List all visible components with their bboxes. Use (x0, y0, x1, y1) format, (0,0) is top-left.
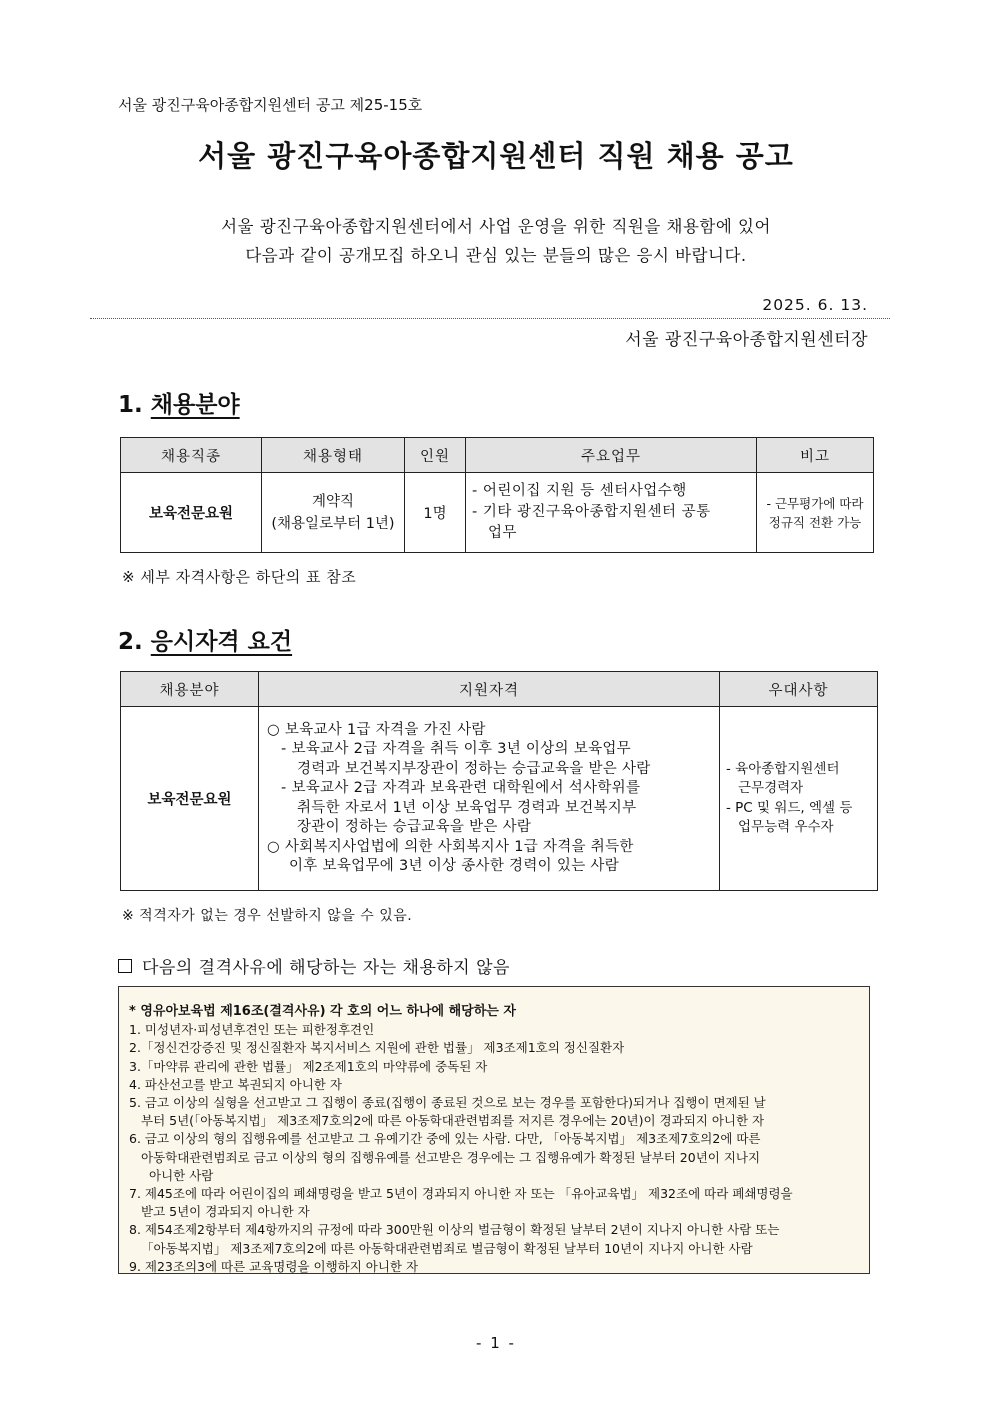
disqualification-box (118, 986, 870, 1274)
cell-count: 1명 (405, 473, 466, 553)
qualification-line: 이후 보육업무에 3년 이상 종사한 경력이 있는 사람 (289, 858, 620, 874)
disqualify-box-head: * 영유아보육법 제16조(결격사유) 각 호의 어느 하나에 해당하는 자 (129, 1004, 516, 1019)
header-field: 채용분야 (121, 672, 259, 707)
section-2-number: 2. (118, 629, 143, 655)
intro-line-2: 다음과 같이 공개모집 하오니 관심 있는 분들의 많은 응시 바랍니다. (245, 246, 747, 265)
disqualify-item: 9. 제23조의3에 따른 교육명령을 이행하지 아니한 자 (129, 1258, 419, 1274)
section-1-heading (118, 386, 240, 419)
cell-job: 보육전문요원 (121, 473, 262, 553)
header-remarks: 비고 (757, 438, 874, 473)
duty-line-3: 업무 (488, 525, 518, 541)
table-header-row (121, 438, 874, 473)
disqualify-item: 「아동복지법」 제3조제7호의2에 따른 아동학대관련범죄로 벌금형이 확정된 날부터 10년이 지나지 아니한 사람 (141, 1240, 753, 1256)
qualification-line: 경력과 보건복지부장관이 정하는 승급교육을 받은 사람 (297, 760, 651, 777)
header-duties: 주요업무 (466, 438, 757, 473)
header-preference: 우대사항 (720, 672, 878, 707)
duty-line-2: - 기타 광진구육아종합지원센터 공통 (472, 504, 711, 520)
remark-line-2: 정규직 전환 가능 (768, 514, 862, 530)
checkbox-square-icon (118, 959, 132, 973)
disqualify-item: 6. 금고 이상의 형의 집행유예를 선고받고 그 유예기간 중에 있는 사람. 다만, 「아동복지법」 제3조제7호의2에 따른 (129, 1131, 761, 1147)
section-2-note: ※ 적격자가 없는 경우 선발하지 않을 수 있음. (122, 908, 413, 924)
disqualify-item: 2.「정신건강증진 및 정신질환자 복지서비스 지원에 관한 법률」 제3조제1호의 정신질환자 (129, 1040, 625, 1056)
qualification-line: ○ 보육교사 1급 자격을 가진 사람 (267, 721, 486, 738)
disqualify-item: 아동학대관련범죄로 금고 이상의 형의 집행유예를 선고받은 경우에는 그 집행유예가 확정된 날부터 20년이 지나지 (141, 1149, 761, 1165)
preference-line: - 육아종합지원센터 (726, 760, 840, 777)
recruitment-field-table (120, 437, 874, 553)
disqualify-item: 아니한 사람 (149, 1167, 214, 1183)
qualification-line: - 보육교사 2급 자격과 보육관련 대학원에서 석사학위를 (281, 780, 641, 796)
disqualify-item: 1. 미성년자·피성년후견인 또는 피한정후견인 (129, 1022, 375, 1038)
section-1-number: 1. (118, 392, 143, 418)
preference-line: - PC 및 워드, 엑셀 등 (726, 799, 853, 816)
cell-duties (466, 473, 757, 553)
disqualify-item: 5. 금고 이상의 실형을 선고받고 그 집행이 종료(집행이 종료된 것으로 보는 경우를 포함한다)되거나 집행이 면제된 날 (129, 1095, 766, 1111)
table-row (121, 707, 878, 891)
cell-remarks (757, 473, 874, 553)
header-job: 채용직종 (121, 438, 262, 473)
section-2-heading (118, 623, 292, 656)
disqualify-heading (118, 953, 510, 978)
announcement-date: 2025. 6. 13. (762, 296, 868, 314)
qualification-line: 장관이 정하는 승급교육을 받은 사람 (297, 819, 532, 835)
header-count: 인원 (405, 438, 466, 473)
disqualify-item: 부터 5년(「아동복지법」 제3조제7호의2에 따른 아동학대관련범죄를 저지른 경우에는 20년)이 경과되지 아니한 자 (141, 1113, 765, 1129)
disqualify-item: 8. 제54조제2항부터 제4항까지의 규정에 따라 300만원 이상의 벌금형이 확정된 날부터 2년이 지나지 아니한 사람 또는 (129, 1222, 780, 1238)
type-line-1: 계약직 (311, 493, 355, 510)
cell-preferences (720, 707, 878, 891)
notice-number: 서울 광진구육아종합지원센터 공고 제25-15호 (118, 96, 423, 114)
table-row (121, 473, 874, 553)
type-line-2: (채용일로부터 1년) (271, 515, 395, 532)
duty-line-1: - 어린이집 지원 등 센터사업수행 (472, 483, 687, 499)
disqualify-heading-text: 다음의 결격사유에 해당하는 자는 채용하지 않음 (142, 958, 510, 978)
cell-field: 보육전문요원 (121, 707, 259, 891)
qualification-table (120, 671, 878, 891)
disqualify-item: 4. 파산선고를 받고 복권되지 아니한 자 (129, 1076, 342, 1092)
section-1-title: 채용분야 (150, 392, 240, 418)
page-number: - 1 - (476, 1334, 516, 1352)
qualification-line: 취득한 자로서 1년 이상 보육업무 경력과 보건복지부 (297, 799, 637, 816)
preference-line: 업무능력 우수자 (738, 819, 834, 835)
remark-line-1: - 근무평가에 따라 (766, 495, 864, 511)
header-type: 채용형태 (262, 438, 405, 473)
header-qualification: 지원자격 (259, 672, 720, 707)
signer: 서울 광진구육아종합지원센터장 (625, 330, 868, 350)
qualification-line: - 보육교사 2급 자격을 취득 이후 3년 이상의 보육업무 (281, 741, 631, 757)
preference-line: 근무경력자 (738, 780, 804, 796)
qualification-line: ○ 사회복지사업법에 의한 사회복지사 1급 자격을 취득한 (267, 838, 634, 855)
disqualify-item: 받고 5년이 경과되지 아니한 자 (141, 1204, 310, 1220)
table-header-row (121, 672, 878, 707)
section-2-title: 응시자격 요건 (150, 629, 293, 655)
cell-qualifications (259, 707, 720, 891)
cell-type (262, 473, 405, 553)
disqualify-item: 7. 제45조에 따라 어린이집의 폐쇄명령을 받고 5년이 경과되지 아니한 자 또는 「유아교육법」 제32조에 따라 폐쇄명령을 (129, 1186, 793, 1202)
intro-line-1: 서울 광진구육아종합지원센터에서 사업 운영을 위한 직원을 채용함에 있어 (221, 217, 771, 236)
page-title: 서울 광진구육아종합지원센터 직원 채용 공고 (198, 139, 794, 173)
dotted-divider (90, 318, 890, 319)
section-1-note: ※ 세부 자격사항은 하단의 표 참조 (122, 568, 357, 586)
disqualify-item: 3.「마약류 관리에 관한 법률」 제2조제1호의 마약류에 중독된 자 (129, 1058, 488, 1074)
